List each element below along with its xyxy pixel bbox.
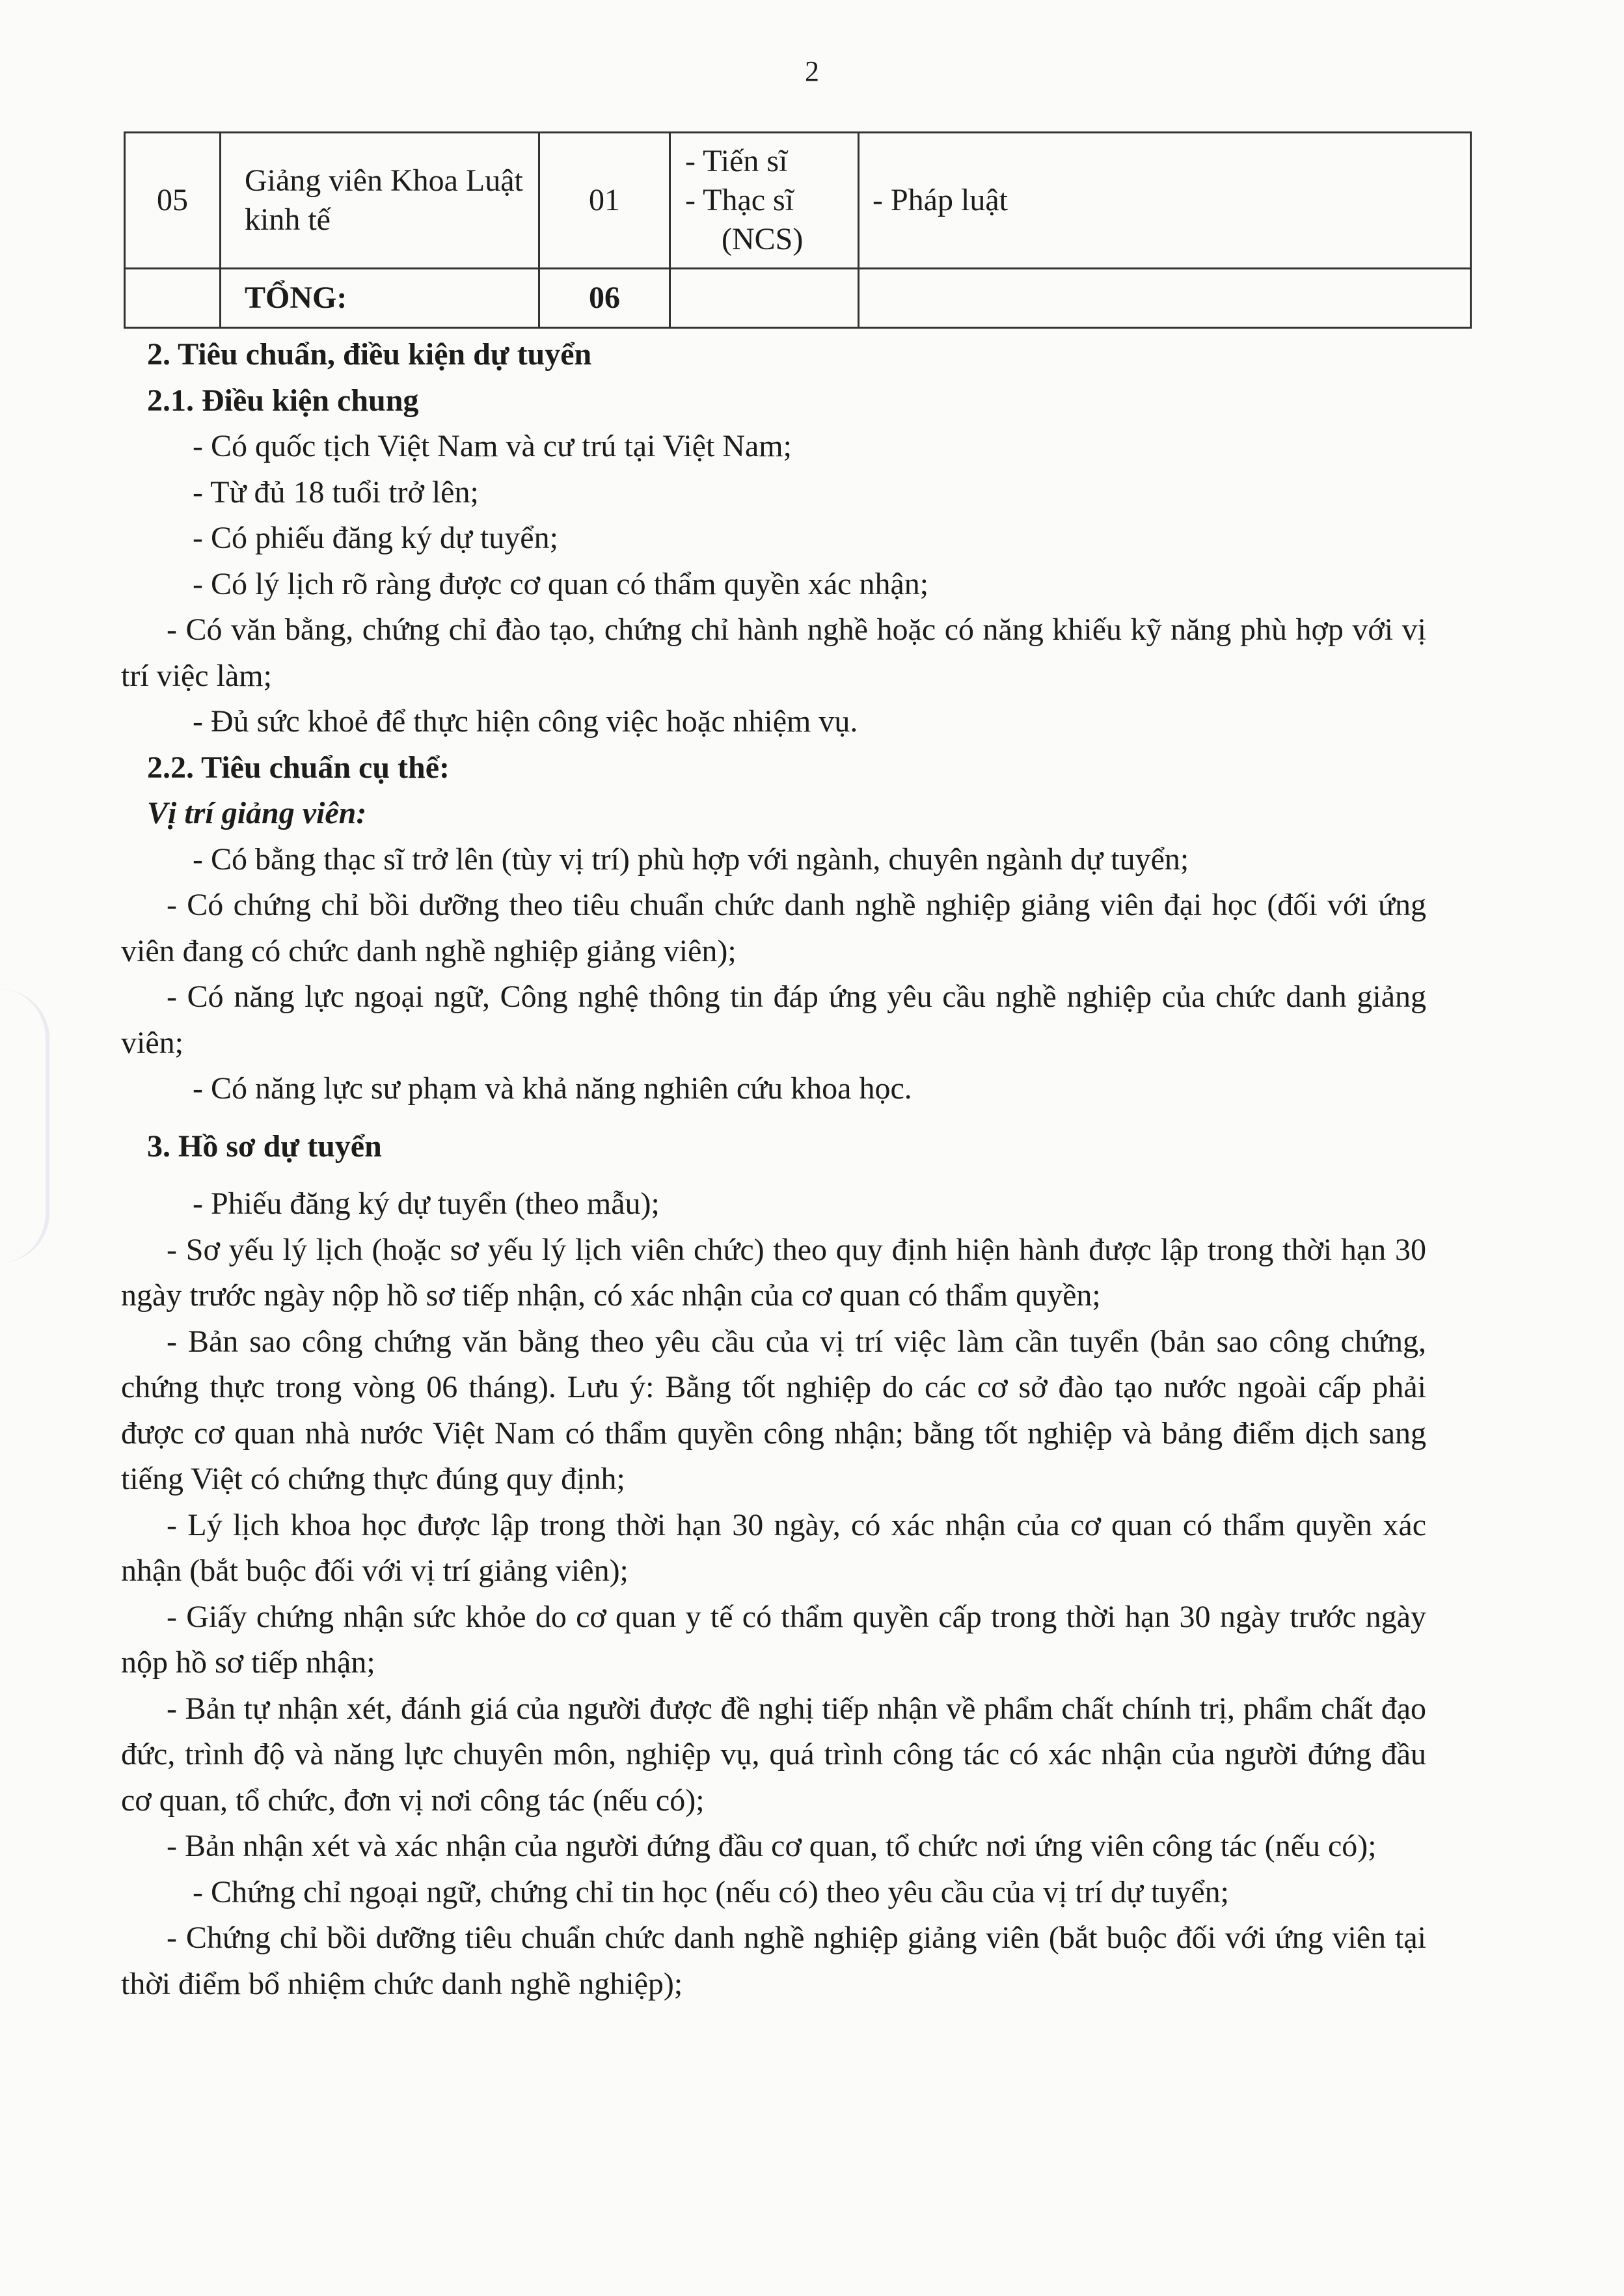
list-item: - Có bằng thạc sĩ trở lên (tùy vị trí) phù hợp với ngành, chuyên ngành dự tuyển; xyxy=(193,841,1189,877)
degree-line: - Tiến sĩ xyxy=(685,144,788,178)
quantity-cell: 01 xyxy=(539,133,670,269)
section-heading: 2.2. Tiêu chuẩn cụ thể: xyxy=(147,750,450,785)
sub-heading: Vị trí giảng viên: xyxy=(147,796,367,830)
list-item: - Có chứng chỉ bồi dưỡng theo tiêu chuẩn chức danh nghề nghiệp giảng viên đại học (đối với ứng viên đang có chức danh nghề nghiệp giảng viên); xyxy=(121,888,1426,968)
total-quantity: 06 xyxy=(539,269,670,328)
empty-cell xyxy=(125,269,221,328)
list-item: - Chứng chỉ ngoại ngữ, chứng chỉ tin học (nếu có) theo yêu cầu của vị trí dự tuyển; xyxy=(193,1874,1229,1909)
list-item: - Có quốc tịch Việt Nam và cư trú tại Việt Nam; xyxy=(193,429,792,463)
list-item: - Từ đủ 18 tuổi trở lên; xyxy=(193,474,479,510)
table-row xyxy=(125,133,1471,269)
degree-cell xyxy=(670,133,859,269)
section-heading: 2. Tiêu chuẩn, điều kiện dự tuyển xyxy=(147,337,592,372)
total-row xyxy=(125,269,1471,328)
list-item: - Phiếu đăng ký dự tuyển (theo mẫu); xyxy=(193,1186,660,1221)
list-item: - Có phiếu đăng ký dự tuyển; xyxy=(193,521,558,555)
list-item: - Đủ sức khoẻ để thực hiện công việc hoặc nhiệm vụ. xyxy=(193,704,858,739)
empty-cell xyxy=(859,269,1471,328)
list-item: - Có năng lực ngoại ngữ, Công nghệ thông tin đáp ứng yêu cầu nghề nghiệp của chức danh giảng viên; xyxy=(121,979,1426,1060)
major-cell: - Pháp luật xyxy=(859,133,1471,269)
total-label: TỔNG: xyxy=(221,269,539,328)
list-item: - Bản nhận xét và xác nhận của người đứng đầu cơ quan, tổ chức nơi ứng viên công tác (nếu có); xyxy=(167,1829,1377,1863)
list-item: - Lý lịch khoa học được lập trong thời hạn 30 ngày, có xác nhận của cơ quan có thẩm quyền xác nhận (bắt buộc đối với vị trí giảng viên); xyxy=(121,1507,1426,1588)
empty-cell xyxy=(670,269,859,328)
recruitment-table xyxy=(124,131,1472,329)
document-body xyxy=(121,332,1426,2007)
degree-note: (NCS) xyxy=(722,222,804,256)
position-cell: Giảng viên Khoa Luật kinh tế xyxy=(221,133,539,269)
list-item: - Có văn bằng, chứng chỉ đào tạo, chứng chỉ hành nghề hoặc có năng khiếu kỹ năng phù hợp với vị trí việc làm; xyxy=(121,612,1426,693)
list-item: - Có lý lịch rõ ràng được cơ quan có thẩm quyền xác nhận; xyxy=(193,566,929,601)
section-heading: 2.1. Điều kiện chung xyxy=(147,383,419,418)
faint-stamp-mark xyxy=(0,989,49,1263)
list-item: - Giấy chứng nhận sức khỏe do cơ quan y tế có thẩm quyền cấp trong thời hạn 30 ngày trước ngày nộp hồ sơ tiếp nhận; xyxy=(121,1599,1426,1680)
list-item: - Bản sao công chứng văn bằng theo yêu cầu của vị trí việc làm cần tuyển (bản sao công chứng, chứng thực trong vòng 06 tháng). Lưu ý: Bằng tốt nghiệp do các cơ sở đào tạo nước ngoài cấp phải được cơ quan nhà nước Việt Nam có thẩm quyền công nhận; bằng tốt nghiệp và bảng điểm dịch sang tiếng Việt có chứng thực đúng quy định; xyxy=(121,1324,1426,1496)
list-item: - Sơ yếu lý lịch (hoặc sơ yếu lý lịch viên chức) theo quy định hiện hành được lập trong thời hạn 30 ngày trước ngày nộp hồ sơ tiếp nhận, có xác nhận của cơ quan có thẩm quyền; xyxy=(121,1232,1426,1313)
page-number: 2 xyxy=(805,55,819,87)
row-number: 05 xyxy=(125,133,221,269)
list-item: - Chứng chỉ bồi dưỡng tiêu chuẩn chức danh nghề nghiệp giảng viên (bắt buộc đối với ứng viên tại thời điểm bổ nhiệm chức danh nghề nghiệp); xyxy=(121,1920,1426,2001)
list-item: - Bản tự nhận xét, đánh giá của người được đề nghị tiếp nhận về phẩm chất chính trị, phẩm chất đạo đức, trình độ và năng lực chuyên môn, nghiệp vụ, quá trình công tác có xác nhận của người đứng đầu cơ quan, tổ chức, đơn vị nơi công tác (nếu có); xyxy=(121,1691,1426,1818)
list-item: - Có năng lực sư phạm và khả năng nghiên cứu khoa học. xyxy=(193,1071,912,1106)
section-heading: 3. Hồ sơ dự tuyển xyxy=(147,1128,382,1164)
degree-line: - Thạc sĩ xyxy=(685,183,794,217)
